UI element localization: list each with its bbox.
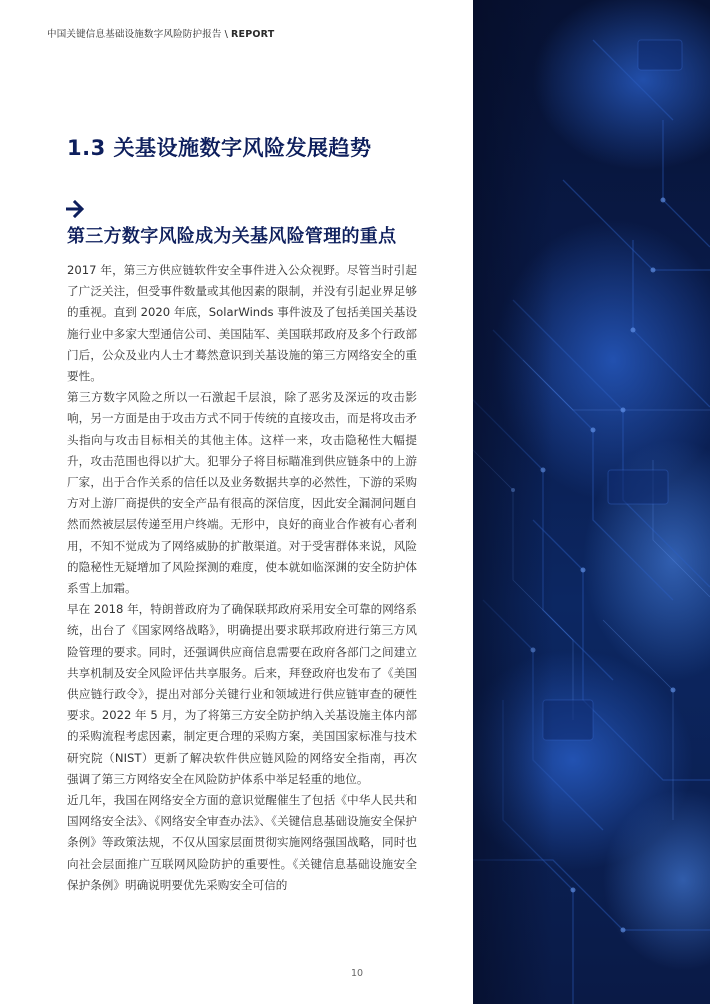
arrow-right-icon	[66, 199, 86, 223]
paragraph-2: 第三方数字风险之所以一石激起千层浪，除了恶劣及深远的攻击影响，另一方面是由于攻击方式不同于传统的直接攻击，而是将攻击矛头指向与攻击目标相关的其他主体。这样一来，攻击隐秘性大幅提升，攻击范围也得以扩大。犯罪分子将目标瞄准到供应链条中的上游厂家，出于合作关系的信任以及业务数据共享的必然性，下游的采购方对上游厂商提供的安全产品有很高的深信度，因此安全漏洞问题自然而然被层层传递至用户终端。无形中，良好的商业合作被有心者利用，不知不觉成为了网络威胁的扩散渠道。对于受害群体来说，风险的隐秘性无疑增加了风险探测的难度，使本就如临深渊的安全防护体系雪上加霜。	[67, 390, 417, 596]
section-subtitle: 第三方数字风险成为关基风险管理的重点	[67, 226, 397, 247]
paragraph-4: 近几年，我国在网络安全方面的意识觉醒催生了包括《中华人民共和国网络安全法》、《网络安全审查办法》、《关键信息基础设施安全保护条例》等政策法规，不仅从国家层面贯彻实施网络强国战略，同时也向社会层面推广互联网风险防护的重要性。《关键信息基础设施安全保护条例》明确说明要优先采购安全可信的	[67, 793, 417, 892]
header-tag: REPORT	[231, 29, 275, 40]
page-number: 10	[351, 968, 364, 979]
paragraph-3: 早在 2018 年，特朗普政府为了确保联邦政府采用安全可靠的网络系统，出台了《国家网络战略》，明确提出要求联邦政府进行第三方风险管理的要求。同时，还强调供应商信息需要在政府各部门之间建立共享机制及安全风险评估共享服务。后来，拜登政府也发布了《美国供应链行政令》，提出对部分关键行业和领域进行供应链审查的硬性要求。2022 年 5 月，为了将第三方安全防护纳入关基设施主体内部的采购流程考虑因素，制定更合理的采购方案，美国国家标准与技术研究院（NIST）更新了解决软件供应链风险的网络安全指南，再次强调了第三方网络安全在风险防护体系中举足轻重的地位。	[67, 602, 417, 786]
header-title: 中国关键信息基础设施数字风险防护报告	[47, 29, 222, 40]
circuit-board-graphic	[473, 0, 710, 1004]
paragraph-1: 2017 年，第三方供应链软件安全事件进入公众视野。尽管当时引起了广泛关注，但受事件数量或其他因素的限制，并没有引起业界足够的重视。直到 2020 年底，SolarWinds 事件波及了包括美国关基设施行业中多家大型通信公司、美国陆军、美国联邦政府及多个行政部门后，公众及业内人士才蓦然意识到关基设施的第三方网络安全的重要性。	[67, 263, 417, 384]
running-header	[47, 26, 274, 40]
body-text	[67, 260, 417, 896]
side-panel-image	[473, 0, 710, 1004]
section-title: 1.3 关基设施数字风险发展趋势	[67, 136, 372, 160]
header-separator: \	[224, 29, 229, 40]
